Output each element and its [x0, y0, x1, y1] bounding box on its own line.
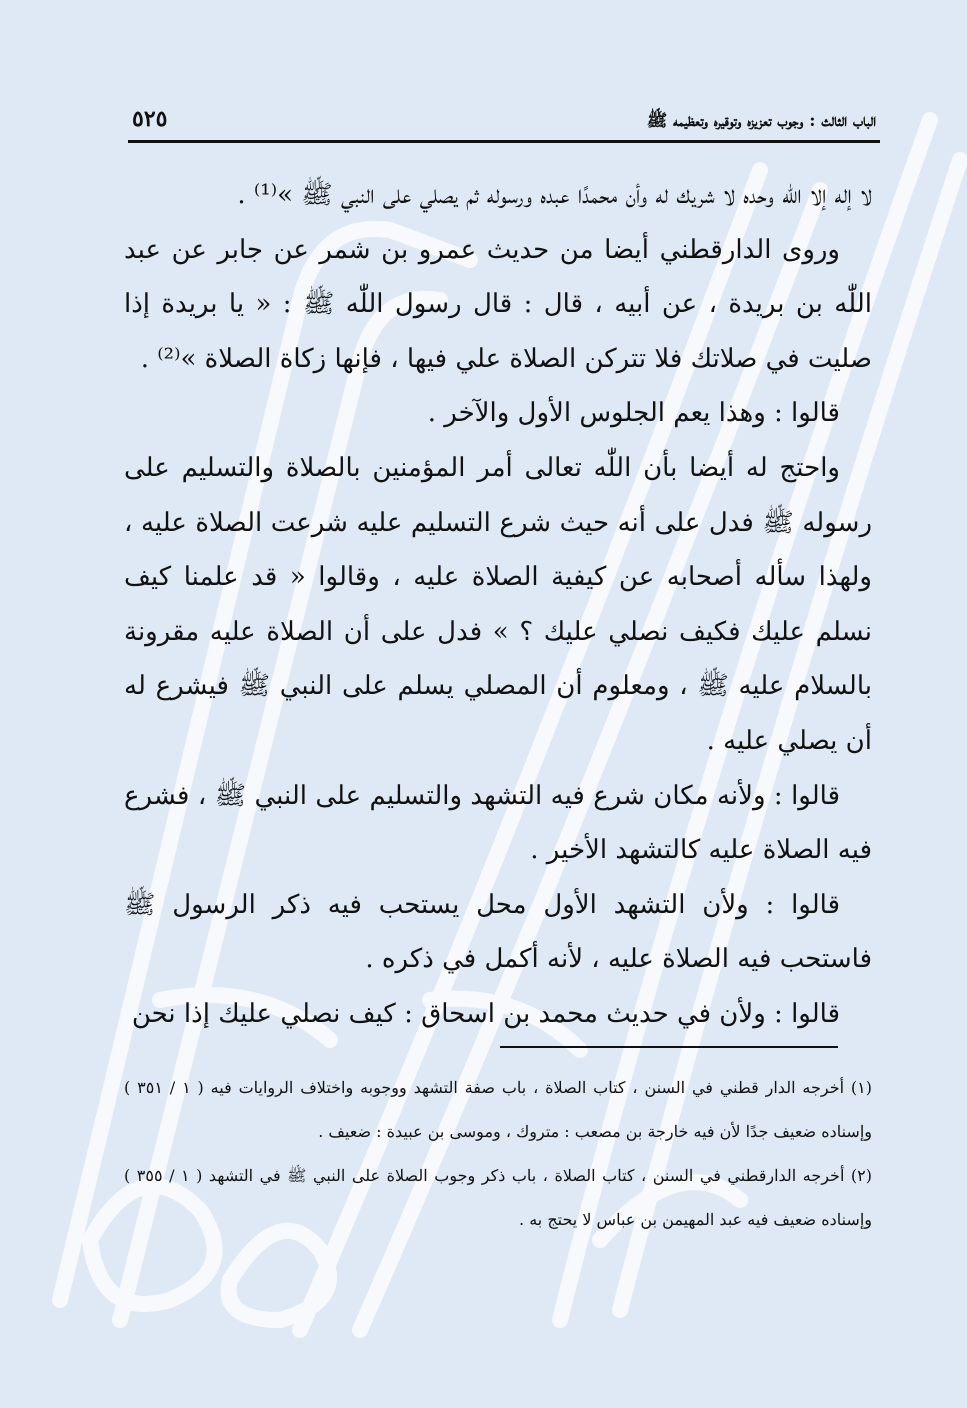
paragraph: قالوا : ولأنه مكان شرع فيه التشهد والتسليم على النبي ﷺ ، فشرع فيه الصلاة عليه كالتشهد الأخير .	[124, 780, 872, 866]
paragraph: لا إله إلا اللّٰه وحده لا شريك له وأن محمدًا عبده ورسوله ثم يصلي على النبي ﷺ »⁽¹⁾ .	[237, 180, 872, 210]
footnote: (٢) أخرجه الدارقطني في السنن ، كتاب الصلاة ، باب ذكر وجوب الصلاة على النبي ﷺ في التشهد ( ١ / ٣٥٥ ) وإسناده ضعيف فيه عبد المهيمن بن عباس لا يحتج به .	[124, 1166, 873, 1229]
running-title: الباب الثالث : وجوب تعزيزه وتوقيره وتعظيمه ﷺ	[646, 111, 876, 131]
page-number: ٥٢٥	[132, 106, 168, 132]
footnote: (١) أخرجه الدار قطني في السنن ، كتاب الصلاة ، باب صفة التشهد ووجوبه واختلاف الروايات فيه ( ١ / ٣٥١ ) وإسناده ضعيف جدًا لأن فيه خارجة بن مصعب : متروك ، وموسى بن عبيدة : ضعيف .	[124, 1078, 873, 1141]
footnote-divider	[500, 1046, 838, 1048]
main-text	[124, 168, 872, 1042]
paragraph: قالوا : ولأن في حديث محمد بن اسحاق : كيف نصلي عليك إذا نحن	[131, 998, 840, 1029]
page-header	[128, 104, 880, 143]
footnotes	[124, 1066, 872, 1242]
paragraph: قالوا : ولأن التشهد الأول محل يستحب فيه ذكر الرسول ﷺ فاستحب فيه الصلاة عليه ، لأنه أكمل في ذكره .	[124, 889, 872, 975]
paragraph: وروى الدارقطني أيضا من حديث عمرو بن شمر عن جابر عن عبد اللّٰه بن بريدة ، عن أبيه ، قال : قال رسول اللّٰه ﷺ : « يا بريدة إذا صليت في صلاتك فلا تتركن الصلاة علي فيها ، فإنها زكاة الصلاة »⁽²⁾ .	[124, 234, 872, 374]
paragraph: واحتج له أيضا بأن اللّٰه تعالى أمر المؤمنين بالصلاة والتسليم على رسوله ﷺ فدل على أنه حيث شرع التسليم عليه شرعت الصلاة عليه ، ولهذا سأله أصحابه عن كيفية الصلاة عليه ، وقالوا « قد علمنا كيف نسلم عليك فكيف نصلي عليك ؟ » فدل على أن الصلاة عليه مقرونة بالسلام عليه ﷺ ، ومعلوم أن المصلي يسلم على النبي ﷺ فيشرع له أن يصلي عليه .	[124, 452, 872, 756]
paragraph: قالوا : وهذا يعم الجلوس الأول والآخر .	[427, 398, 840, 429]
